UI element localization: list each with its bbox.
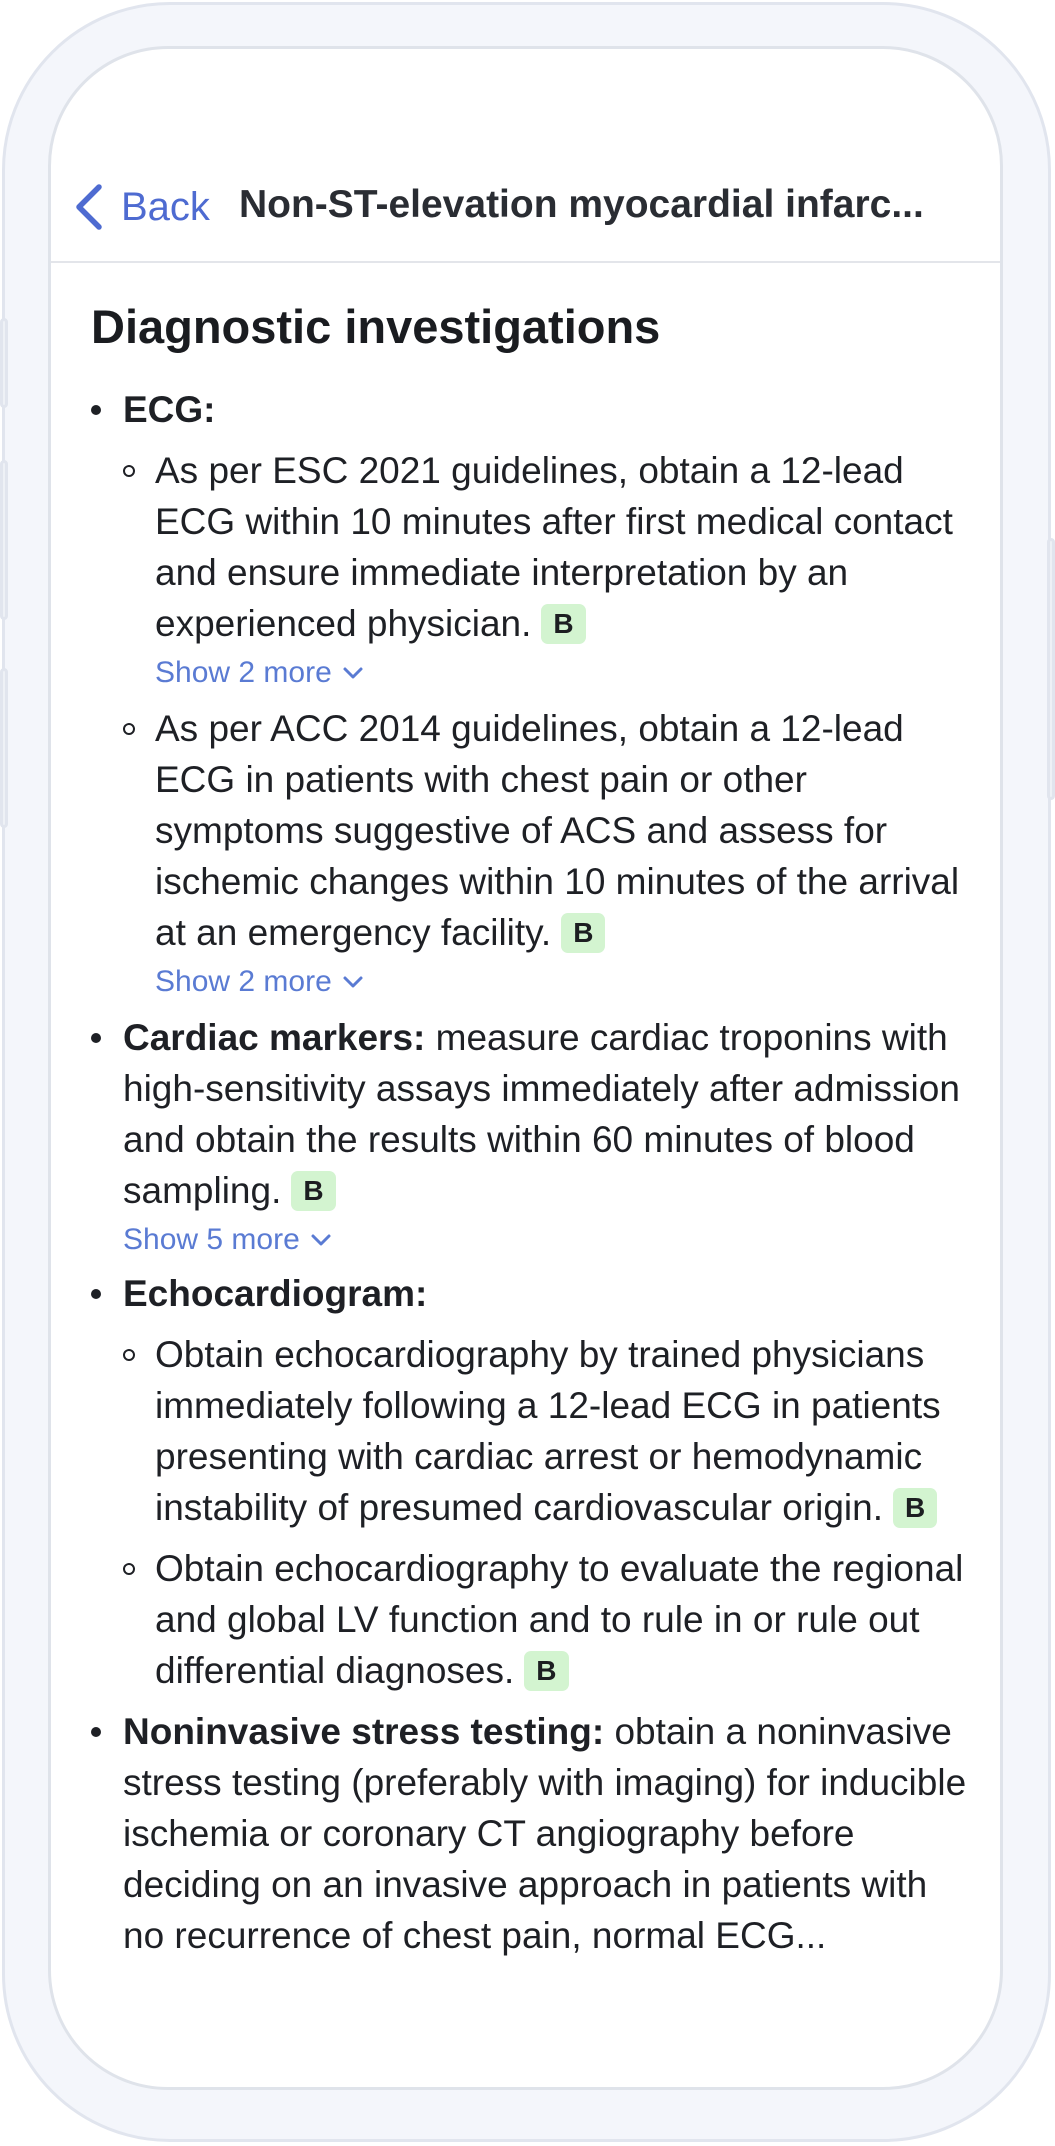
- chevron-down-icon: [342, 975, 364, 989]
- evidence-badge[interactable]: B: [893, 1488, 937, 1528]
- section-heading: Diagnostic investigations: [91, 300, 661, 353]
- back-label: Back: [121, 184, 210, 229]
- list-item-ecg: [91, 384, 971, 1002]
- screen: [48, 46, 1003, 2090]
- content: [91, 299, 971, 1969]
- item-lead: Cardiac markers:: [123, 1017, 426, 1058]
- sub-item-text: Obtain echocardiography to evaluate the regional and global LV function and to rule in or rule out differential diagnoses.: [155, 1548, 964, 1691]
- evidence-badge[interactable]: B: [291, 1171, 335, 1211]
- item-text: measure cardiac troponins with high-sensitivity assays immediately after admission and obtain the results within 60 minutes of blood sampling.: [123, 1017, 960, 1211]
- sub-item: [123, 1543, 971, 1696]
- show-more-button[interactable]: Show 5 more: [123, 1220, 971, 1260]
- show-more-button[interactable]: Show 2 more: [155, 962, 971, 1002]
- chevron-down-icon: [342, 666, 364, 680]
- sub-item: [123, 1329, 971, 1533]
- sub-item: [123, 703, 971, 1002]
- echo-sublist: [123, 1329, 971, 1696]
- investigation-list: [91, 384, 971, 1961]
- navigation-bar: [51, 49, 1000, 263]
- side-button-left-1: [0, 318, 8, 408]
- sub-item-text: As per ACC 2014 guidelines, obtain a 12-lead ECG in patients with chest pain or other symptoms suggestive of ACS and assess for ischemic changes within 10 minutes of the arrival at an emergency facility.: [155, 708, 960, 953]
- list-item-stress-testing: [91, 1706, 971, 1961]
- chevron-down-icon: [310, 1233, 332, 1247]
- list-item-echocardiogram: [91, 1268, 971, 1696]
- item-lead: Echocardiogram:: [123, 1273, 428, 1314]
- sub-item-text: Obtain echocardiography by trained physicians immediately following a 12-lead ECG in patients presenting with cardiac arrest or hemodynamic instability of presumed cardiovascular origin.: [155, 1334, 941, 1528]
- item-lead: ECG:: [123, 389, 216, 430]
- show-more-button[interactable]: Show 2 more: [155, 653, 971, 693]
- list-item-cardiac-markers: [91, 1012, 971, 1260]
- side-button-left-2: [0, 460, 8, 620]
- evidence-badge[interactable]: B: [524, 1651, 568, 1691]
- sub-item-text: As per ESC 2021 guidelines, obtain a 12-lead ECG within 10 minutes after first medical contact and ensure immediate interpretation by an experienced physician.: [155, 450, 953, 644]
- back-button[interactable]: [71, 183, 210, 231]
- item-text: obtain a noninvasive stress testing (preferably with imaging) for inducible ischemia or coronary CT angiography before deciding on an invasive approach in patients with no recurrence of chest pain, normal ECG...: [123, 1711, 967, 1956]
- ecg-sublist: [123, 445, 971, 1002]
- side-button-right: [1047, 538, 1055, 800]
- page-title: Non-ST-elevation myocardial infarc...: [239, 183, 924, 226]
- side-button-left-3: [0, 668, 8, 828]
- evidence-badge[interactable]: B: [561, 913, 605, 953]
- evidence-badge[interactable]: B: [541, 604, 585, 644]
- item-lead: Noninvasive stress testing:: [123, 1711, 605, 1752]
- chevron-left-icon: [71, 183, 105, 231]
- sub-item: [123, 445, 971, 693]
